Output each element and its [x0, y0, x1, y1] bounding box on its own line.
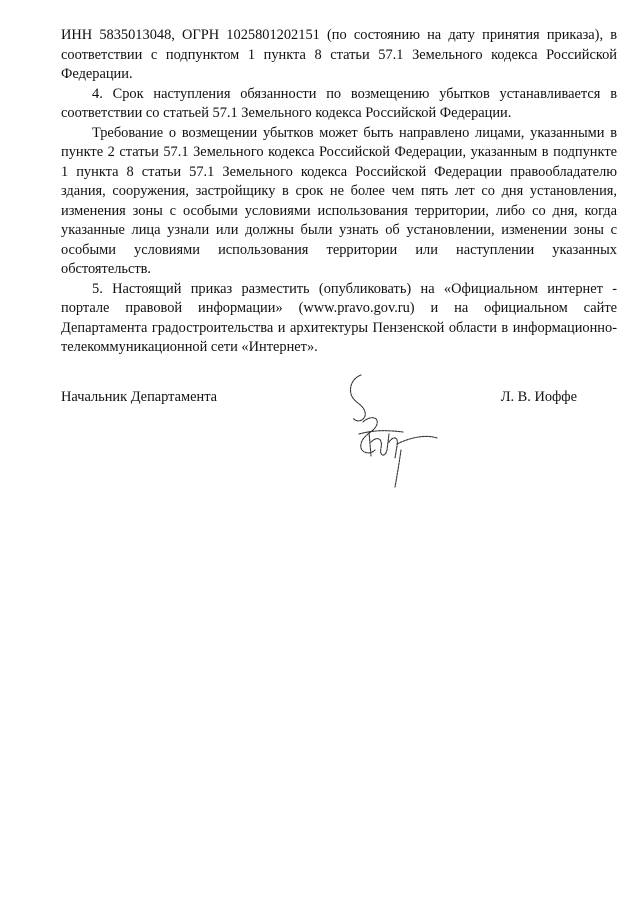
signature-stroke-letters [369, 432, 397, 458]
signature-stroke-cross [359, 431, 403, 434]
paragraph-requirement: Требование о возмещении убытков может быть направлено лицами, указанными в пункте 2 статьи 57.1 Земельного кодекса Российской Федерации, указанным в подпункте 1 пункта 8 статьи 57.1 Земельного кодекса Российской Федерации правообладателю здания, сооружения, застройщику в срок не более чем пять лет со дня установления, изменения зоны с особыми условиями использования территории, либо со дня, когда указанные лица узнали или должны были узнать об установлении, изменении зоны с особыми условиями использования территории или наступлении указанных обстоятельств. [61, 124, 617, 277]
document-body [61, 26, 617, 358]
paragraph-continuation: ИНН 5835013048, ОГРН 1025801202151 (по состоянию на дату принятия приказа), в соответствии с подпунктом 1 пункта 8 статьи 57.1 Земельного кодекса Российской Федерации. [61, 27, 617, 82]
signature-stroke-tail [395, 436, 437, 487]
paragraph-item-4: 4. Срок наступления обязанности по возмещению убытков устанавливается в соответствии со статьей 57.1 Земельного кодекса Российской Федерации. [61, 85, 617, 121]
signatory-name: Л. В. Иоффе [500, 389, 577, 405]
handwritten-signature [339, 372, 449, 490]
paragraph-item-5: 5. Настоящий приказ разместить (опубликовать) на «Официальном интернет - портале правовой информации» (www.pravo.gov.ru) и на официальном сайте Департамента градостроительства и архитектуры Пензенской области в информационно-телекоммуникационной сети «Интернет». [61, 280, 617, 355]
signatory-title: Начальник Департамента [61, 389, 218, 405]
signature-stroke-loop [350, 375, 365, 421]
